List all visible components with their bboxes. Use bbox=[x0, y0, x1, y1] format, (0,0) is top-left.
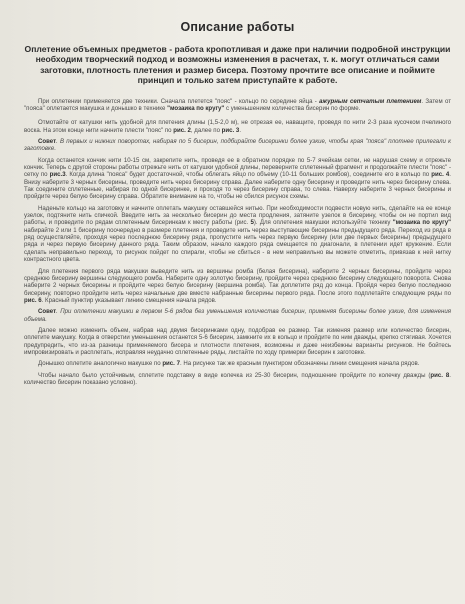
tip-belt: Совет. В первых и нижних поворотах, набирая по 5 бисерин, подбирайте бисеринки более узкие, чтобы края "пояса" плотнее прилегали к заготовке. bbox=[24, 138, 451, 153]
paragraph-top-mosaic: Наденьте кольцо на заготовку и начните оплетать макушку оставшейся нитью. При необходимости подвести новую нить, сделайте на ее конце узелок, подтяните нить спичкой. Введите нить за несколько бисерин до места продления, затяните узелок в бисерину, чтобы он не портил вид работы, и проведите по рядам сплетенным бисеринкам к месту работы (рис. 5). Для оплетения макушки используйте технику "мозаика по кругу" набирайте 2 или 1 бисерину поочередно в размере плетения и проведите нить через выступающие бисерины предыдущего ряда. Переход из ряда в ряд осуществляйте, проходя через последнюю бисерину ряда, пропустите нить через первую бисерину (или две первых бисерины) предыдущего ряда и через первую бисерину данного ряда. Таким образом, начало каждого ряда смещается по диагонали, в плетении идет кружение. Если сделать неправильно переход, то рисунок пойдет по спирали, чтобы не сбиться - в нем неправильно вы можете отметить, привязав к ней нитку контрастного цвета. bbox=[24, 204, 451, 264]
paragraph-first-row: Для плетения первого ряда макушки выведите нить из вершины ромба (белая бисерина), наберите 2 черных бисерины, пройдите через среднюю бисерину вершины следующего ромба. Наберите одну золотую бисерину, пройдите через среднюю бисерину следующего поворота. Снова наберите 2 черных бисерины и пройдите через белую бисерину (вершина ромба). Так доплетите ряд до конца. Пройдя через белую последнюю бисерину, повторно пройдите нить через начальные две вместе набранные бисерины первого ряда. После этого подплетайте следующие ряды по рис. 6. Красный пунктир указывает линию смещения начала рядов. bbox=[24, 267, 451, 304]
tip-top: Совет. При оплетении макушки в первом 5-6 рядов без уменьшения количества бисерин, применяя бисерины более узкие, для изменения объема. bbox=[24, 308, 451, 323]
paragraph-belt-ring: Когда останется кончик нити 10-15 см, закрепите нить, проведя ее в обратном порядке по 5-7 ячейкам сетки, не нарушая схему и отрежьте кончик. Теперь с другой стороны работы отрежьте нить от катушки удобной длины, переверните сплетенный фрагмент и продолжайте плести "пояс" - сетку по рис.3. Когда длина "пояса" будет достаточной, чтобы облегать яйцо по объему (10-11 больших ромбов), соедините его в кольцо по рис. 4. Внизу наберите 3 черных бисерины, проведите нить через бисерину справа. Далее наберите одну бисерину и проведите нить через бисерину слева. Так соедините сплетенные, набирая по одной бисеринке, и проходя то через бисерину справа, то слева. Наверху наберите 3 черных бисерины и пройдите через белую бисерину справа. Обратите внимание на то, чтобы не сбился рисунок схемы. bbox=[24, 156, 451, 201]
paragraph-techniques: При оплетении применяется две техники. Сначала плетется "пояс" - кольцо по середине яйца - ажурным сетчатым плетением. Затем от "пояса" оплетается макушка и донышко в технике "мозаика по кругу" с уменьшением количества бисерин по форме. bbox=[24, 97, 452, 112]
paragraph-bottom: Донышко оплетите аналогично макушке по рис. 7. На рисунке так же красным пунктиром обозначены линии смещения начала рядов. bbox=[38, 360, 420, 368]
paragraph-thread-start: Отмотайте от катушки нить удобной для плетения длины (1,5-2,0 м), не отрезая ее, наващите, проведя по нити 2-3 раза кусочком пчелиного воска. На этом конце нити начните плести "пояс" по рис. 2, далее по рис. 3. bbox=[24, 119, 451, 134]
paragraph-volume: Далее можно изменить объем, набрав над двумя бисеринками одну, подобрав ее размер. Так изменяя размер или количество бисерин, оплетите макушку. Когда в отверстии уменьшения останется 5-6 бисерин, замкните их в кольцо и пройдите по ним дважды, крепко стягивая. Хочется предупредить, что из-за разницы применяемого бисера и плотности плетения, возможны и даже неизбежны варианты рисунков. Не бойтесь импровизировать и расплетать, исправляя неудачно сплетенные ряды, листайте по ходу примерки бисерин к заготовке. bbox=[24, 326, 451, 356]
paragraph-stand: Чтобы начало было устойчивым, сплетите подставку в виде колечка из 25-30 бисерин, подношение пройдите по колечку дважды (рис. 8. количество бисерин показано условно). bbox=[24, 371, 451, 386]
intro-paragraph: Оплетение объемных предметов - работа кропотливая и даже при наличии подробной инструкции необходим творческий подход и возможны изменения в расчетах, т. к. могут отличаться сами заготовки, плотность плетения и размер бисера. Поэтому прочтите все описание и поймите принцип и только затем приступайте к работе. bbox=[24, 44, 451, 86]
page-title: Описание работы bbox=[180, 20, 295, 34]
